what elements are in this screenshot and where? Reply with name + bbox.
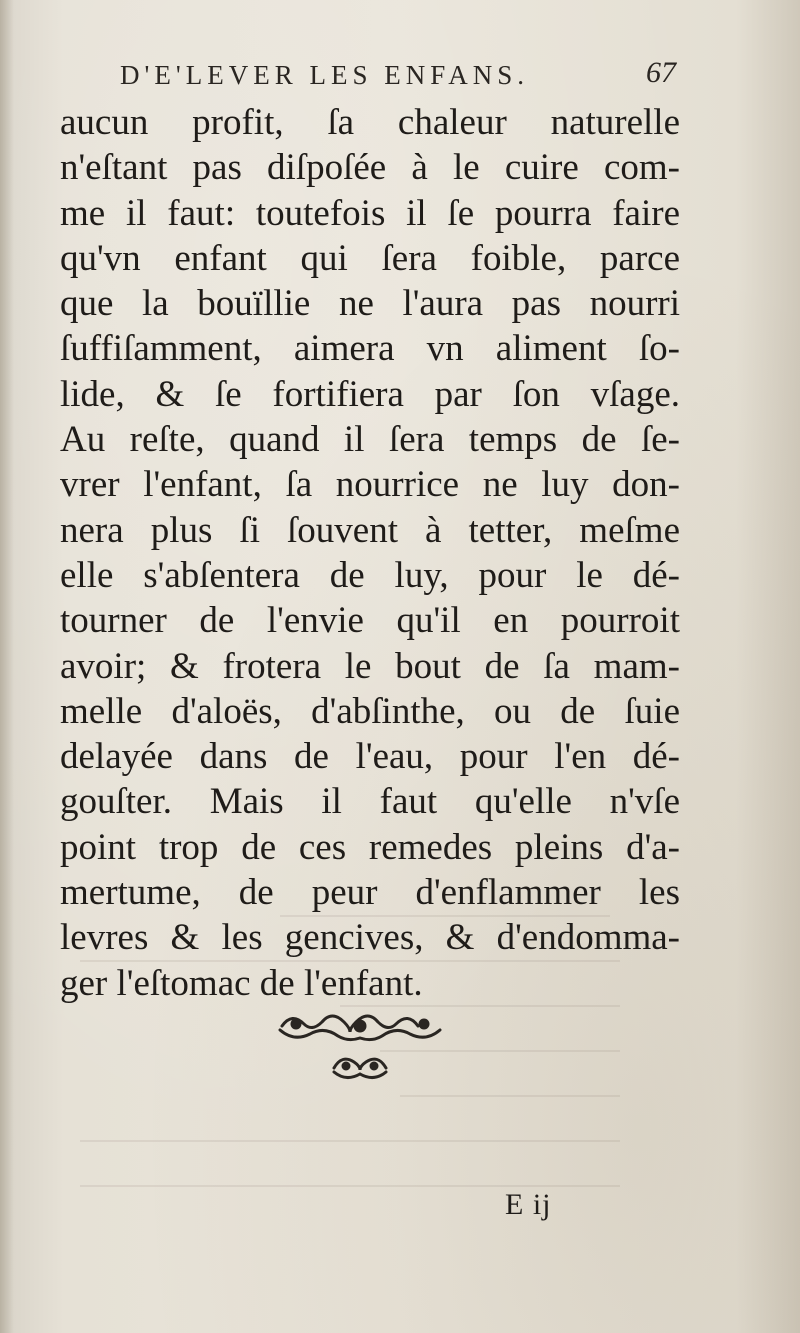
- fleuron-ornament: [250, 1000, 470, 1090]
- body-text: [60, 100, 680, 1006]
- text-line: me il faut: toutefois il ſe pourra faire: [60, 192, 680, 234]
- text-line: que la bouïllie ne l'aura pas nourri: [60, 283, 680, 325]
- text-line: ſuffiſamment, aimera vn aliment ſo-: [60, 328, 680, 370]
- text-line: nera plus ſi ſouvent à tetter, meſme: [60, 509, 680, 551]
- text-line: avoir; & frotera le bout de ſa mam-: [60, 645, 680, 687]
- running-head: D'E'LEVER LES ENFANS.: [120, 60, 529, 90]
- text-line: vrer l'enfant, ſa nourrice ne luy don-: [60, 464, 680, 506]
- text-line: n'eſtant pas diſpoſée à le cuire com-: [60, 147, 680, 189]
- text-line: gouſter. Mais il faut qu'elle n'vſe: [60, 781, 680, 823]
- text-line: delayée dans de l'eau, pour l'en dé-: [60, 736, 680, 778]
- text-line: aucun profit, ſa chaleur naturelle: [60, 102, 680, 143]
- text-line: tourner de l'envie qu'il en pourroit: [60, 600, 680, 642]
- text-line: mertume, de peur d'enflammer les: [60, 872, 680, 914]
- text-line: qu'vn enfant qui ſera foible, parce: [60, 237, 680, 279]
- facing-page-bleed: [670, 880, 800, 1210]
- text-line: lide, & ſe fortifiera par ſon vſage.: [60, 373, 680, 415]
- page-header: [120, 52, 680, 100]
- text-line: levres & les gencives, & d'endomma-: [60, 917, 680, 959]
- page-number: 67: [646, 56, 676, 89]
- signature-mark: E ij: [505, 1188, 552, 1221]
- text-line: melle d'aloës, d'abſinthe, ou de ſuie: [60, 690, 680, 732]
- text-line: Au reſte, quand il ſera temps de ſe-: [60, 419, 680, 461]
- text-line: elle s'abſentera de luy, pour le dé-: [60, 554, 680, 596]
- text-line: point trop de ces remedes pleins d'a-: [60, 826, 680, 868]
- text-line-last: ger l'eſtomac de l'enfant.: [60, 962, 423, 1004]
- gutter-shadow: [0, 0, 14, 1333]
